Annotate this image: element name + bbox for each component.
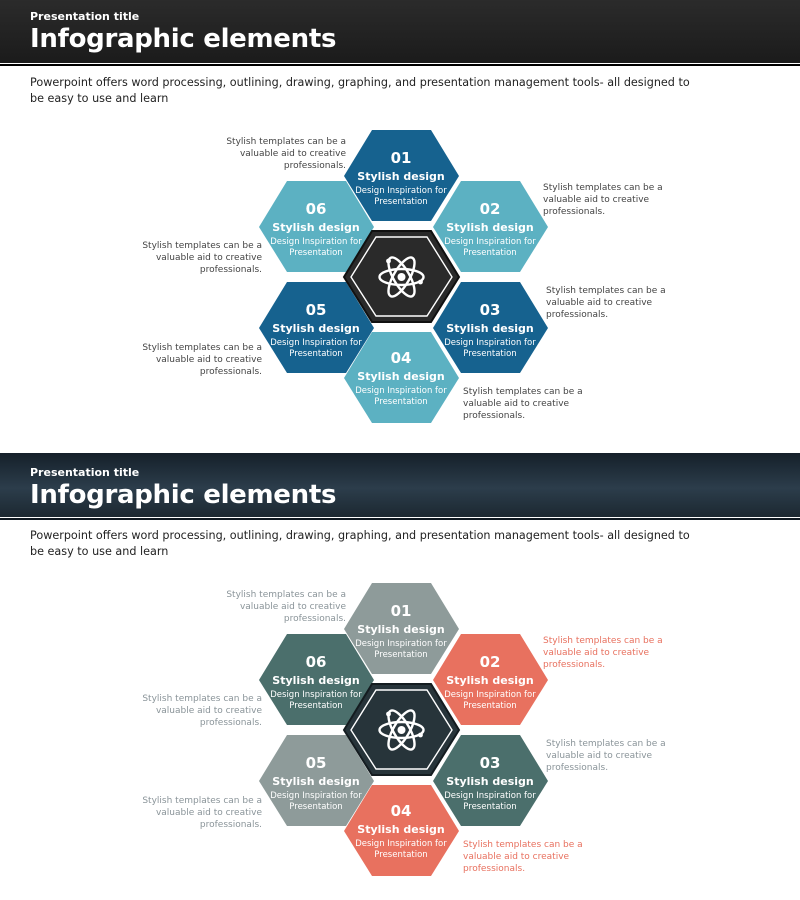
header-divider: [0, 518, 800, 520]
hexagon-number: 04: [390, 802, 412, 820]
hexagon-subtitle: Design Inspiration for Presentation: [444, 791, 536, 812]
side-text-01: Stylish templates can be a valuable aid to creative professionals.: [226, 137, 346, 171]
hexagon-subtitle: Design Inspiration for Presentation: [355, 839, 447, 860]
hexagon-heading: Stylish design: [357, 823, 445, 836]
hexagon-number: 04: [390, 349, 412, 367]
hexagon-heading: Stylish design: [357, 170, 445, 183]
side-text-03: Stylish templates can be a valuable aid to creative professionals.: [546, 739, 666, 773]
hexagon-heading: Stylish design: [446, 221, 534, 234]
intro-text: Powerpoint offers word processing, outlining, drawing, graphing, and presentation management tools- all designed to be easy to use and learn: [30, 529, 690, 558]
side-text-02: Stylish templates can be a valuable aid to creative professionals.: [543, 183, 663, 217]
hexagon-number: 03: [479, 754, 501, 772]
hexagon-heading: Stylish design: [272, 221, 360, 234]
hexagon-heading: Stylish design: [446, 322, 534, 335]
slide-title: Infographic elements: [30, 24, 337, 54]
intro-text: Powerpoint offers word processing, outlining, drawing, graphing, and presentation management tools- all designed to be easy to use and learn: [30, 76, 690, 105]
hexagon-number: 06: [305, 653, 327, 671]
hexagon-heading: Stylish design: [446, 775, 534, 788]
header-divider: [0, 64, 800, 66]
side-text-02: Stylish templates can be a valuable aid to creative professionals.: [543, 636, 663, 670]
hexagon-number: 01: [390, 602, 412, 620]
hexagon-subtitle: Design Inspiration for Presentation: [444, 237, 536, 258]
side-text-01: Stylish templates can be a valuable aid to creative professionals.: [226, 590, 346, 624]
presentation-title: Presentation title: [30, 10, 140, 23]
hexagon-number: 06: [305, 200, 327, 218]
hexagon-number: 03: [479, 301, 501, 319]
slide-title: Infographic elements: [30, 480, 337, 510]
slide-header: [0, 0, 800, 63]
side-text-06: Stylish templates can be a valuable aid to creative professionals.: [142, 694, 262, 728]
side-text-04: Stylish templates can be a valuable aid to creative professionals.: [463, 387, 583, 421]
side-text-04: Stylish templates can be a valuable aid to creative professionals.: [463, 840, 583, 874]
hexagon-subtitle: Design Inspiration for Presentation: [355, 386, 447, 407]
hexagon-subtitle: Design Inspiration for Presentation: [444, 338, 536, 359]
hexagon-number: 01: [390, 149, 412, 167]
side-text-03: Stylish templates can be a valuable aid to creative professionals.: [546, 286, 666, 320]
hexagon-subtitle: Design Inspiration for Presentation: [355, 186, 447, 207]
hexagon-subtitle: Design Inspiration for Presentation: [355, 639, 447, 660]
side-text-06: Stylish templates can be a valuable aid to creative professionals.: [142, 241, 262, 275]
side-text-05: Stylish templates can be a valuable aid to creative professionals.: [142, 343, 262, 377]
hexagon-subtitle: Design Inspiration for Presentation: [270, 338, 362, 359]
hexagon-heading: Stylish design: [357, 623, 445, 636]
hexagon-number: 05: [305, 301, 327, 319]
slide-2: [0, 450, 800, 900]
hexagon-subtitle: Design Inspiration for Presentation: [444, 690, 536, 711]
hexagon-heading: Stylish design: [272, 674, 360, 687]
side-text-05: Stylish templates can be a valuable aid to creative professionals.: [142, 796, 262, 830]
hexagon-subtitle: Design Inspiration for Presentation: [270, 690, 362, 711]
hexagon-infographic: [0, 130, 800, 430]
hexagon-infographic: [0, 583, 800, 883]
hexagon-number: 02: [479, 653, 501, 671]
presentation-title: Presentation title: [30, 466, 140, 479]
slide-header: [0, 453, 800, 517]
hexagon-heading: Stylish design: [272, 775, 360, 788]
hexagon-heading: Stylish design: [446, 674, 534, 687]
hexagon-subtitle: Design Inspiration for Presentation: [270, 237, 362, 258]
hexagon-heading: Stylish design: [357, 370, 445, 383]
hexagon-subtitle: Design Inspiration for Presentation: [270, 791, 362, 812]
hexagon-heading: Stylish design: [272, 322, 360, 335]
hexagon-number: 05: [305, 754, 327, 772]
hexagon-number: 02: [479, 200, 501, 218]
